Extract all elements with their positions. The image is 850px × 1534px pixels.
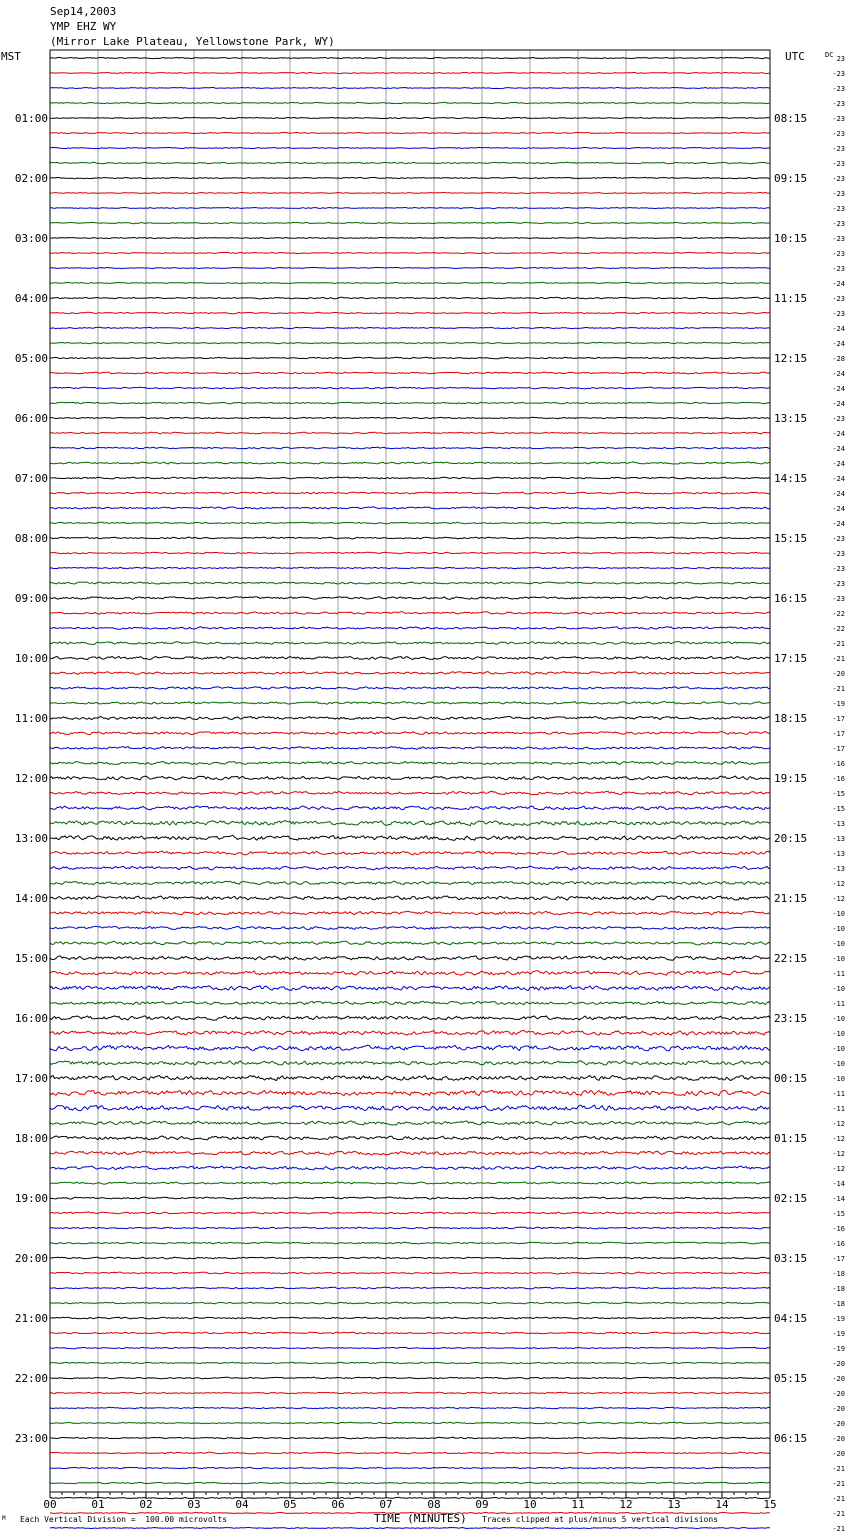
seismic-trace bbox=[50, 1212, 770, 1214]
corner-mark: M bbox=[2, 1515, 6, 1522]
dc-offset-label: -13 bbox=[832, 850, 845, 858]
dc-offset-label: -21 bbox=[832, 1480, 845, 1488]
seismic-trace bbox=[50, 627, 770, 630]
left-hour-label: 03:00 bbox=[14, 232, 48, 245]
seismic-trace bbox=[50, 1377, 770, 1379]
right-timezone-label: UTC bbox=[785, 50, 805, 63]
seismic-trace bbox=[50, 776, 770, 780]
dc-offset-label: -20 bbox=[832, 1420, 845, 1428]
seismic-trace bbox=[50, 1136, 770, 1140]
seismic-trace bbox=[50, 672, 770, 675]
dc-offset-label: -10 bbox=[832, 1015, 845, 1023]
seismic-trace bbox=[50, 222, 770, 223]
seismic-trace bbox=[50, 1045, 770, 1051]
dc-offset-label: -24 bbox=[832, 385, 845, 393]
plot-frame bbox=[50, 50, 770, 1492]
x-tick-label: 05 bbox=[283, 1498, 297, 1511]
seismic-trace bbox=[50, 1392, 770, 1393]
dc-offset-label: -16 bbox=[832, 1225, 845, 1233]
seismic-trace bbox=[50, 552, 770, 554]
dc-offset-label: -21 bbox=[832, 1525, 845, 1533]
x-tick-label: 14 bbox=[715, 1498, 729, 1511]
seismic-trace bbox=[50, 492, 770, 494]
seismic-trace bbox=[50, 1362, 770, 1364]
dc-offset-label: -16 bbox=[832, 1240, 845, 1248]
right-hour-label: 23:15 bbox=[774, 1012, 808, 1025]
dc-offset-label: -24 bbox=[832, 490, 845, 498]
left-hour-label: 19:00 bbox=[14, 1192, 48, 1205]
left-hour-label: 20:00 bbox=[14, 1252, 48, 1265]
seismic-trace bbox=[50, 656, 770, 659]
left-hour-label: 21:00 bbox=[14, 1312, 48, 1325]
left-hour-label: 02:00 bbox=[14, 172, 48, 185]
dc-offset-label: -10 bbox=[832, 1060, 845, 1068]
right-hour-label: 10:15 bbox=[774, 232, 808, 245]
dc-offset-label: -20 bbox=[832, 1435, 845, 1443]
dc-offset-label: -14 bbox=[832, 1180, 845, 1188]
dc-offset-label: -18 bbox=[832, 1285, 845, 1293]
right-hour-label: 06:15 bbox=[774, 1432, 808, 1445]
left-hour-label: 05:00 bbox=[14, 352, 48, 365]
dc-offset-label: -16 bbox=[832, 775, 845, 783]
left-hour-label: 08:00 bbox=[14, 532, 48, 545]
dc-offset-label: -24 bbox=[832, 460, 845, 468]
dc-offset-label: -13 bbox=[832, 820, 845, 828]
seismic-trace bbox=[50, 582, 770, 584]
right-hour-label: 20:15 bbox=[774, 832, 808, 845]
seismic-trace bbox=[50, 207, 770, 208]
seismic-trace bbox=[50, 238, 770, 239]
right-hour-label: 02:15 bbox=[774, 1192, 808, 1205]
x-tick-label: 06 bbox=[331, 1498, 345, 1511]
left-hour-label: 10:00 bbox=[14, 652, 48, 665]
dc-offset-label: -11 bbox=[832, 1000, 845, 1008]
seismic-trace bbox=[50, 1182, 770, 1184]
seismic-trace bbox=[50, 402, 770, 404]
seismic-trace bbox=[50, 117, 770, 118]
right-hour-label: 05:15 bbox=[774, 1372, 808, 1385]
seismic-trace bbox=[50, 102, 770, 103]
seismic-trace bbox=[50, 1497, 770, 1498]
left-hour-label: 01:00 bbox=[14, 112, 48, 125]
dc-offset-label: -20 bbox=[832, 1390, 845, 1398]
dc-offset-label: -11 bbox=[832, 970, 845, 978]
dc-offset-label: -21 bbox=[832, 655, 845, 663]
dc-offset-label: -23 bbox=[832, 550, 845, 558]
left-hour-label: 11:00 bbox=[14, 712, 48, 725]
dc-offset-label: -23 bbox=[832, 100, 845, 108]
seismic-trace bbox=[50, 417, 770, 418]
dc-offset-label: -23 bbox=[832, 295, 845, 303]
dc-offset-label: -10 bbox=[832, 1075, 845, 1083]
dc-label: DC bbox=[825, 51, 834, 59]
seismic-trace bbox=[50, 1467, 770, 1468]
dc-offset-label: -11 bbox=[832, 1105, 845, 1113]
left-timezone-label: MST bbox=[1, 50, 21, 63]
dc-offset-label: -24 bbox=[832, 430, 845, 438]
dc-offset-label: -10 bbox=[832, 925, 845, 933]
right-hour-label: 15:15 bbox=[774, 532, 808, 545]
right-hour-label: 08:15 bbox=[774, 112, 808, 125]
dc-offset-label: -12 bbox=[832, 1135, 845, 1143]
dc-offset-label: -10 bbox=[832, 955, 845, 963]
seismic-trace bbox=[50, 312, 770, 314]
x-tick-label: 04 bbox=[235, 1498, 249, 1511]
seismic-trace bbox=[50, 357, 770, 358]
left-hour-label: 23:00 bbox=[14, 1432, 48, 1445]
seismic-trace bbox=[50, 1452, 770, 1454]
dc-offset-label: -23 bbox=[832, 220, 845, 228]
seismic-trace bbox=[50, 716, 770, 719]
dc-offset-label: -28 bbox=[832, 355, 845, 363]
dc-offset-label: -19 bbox=[832, 700, 845, 708]
seismic-trace bbox=[50, 1257, 770, 1259]
seismic-trace bbox=[50, 282, 770, 283]
right-hour-label: 01:15 bbox=[774, 1132, 808, 1145]
x-tick-label: 09 bbox=[475, 1498, 489, 1511]
dc-offset-label: -24 bbox=[832, 340, 845, 348]
x-tick-label: 08 bbox=[427, 1498, 441, 1511]
dc-offset-label: -10 bbox=[832, 910, 845, 918]
left-hour-label: 14:00 bbox=[14, 892, 48, 905]
dc-offset-label: -23 bbox=[832, 535, 845, 543]
dc-offset-label: -24 bbox=[832, 520, 845, 528]
dc-offset-label: -21 bbox=[832, 685, 845, 693]
dc-offset-label: -19 bbox=[832, 1315, 845, 1323]
dc-offset-label: -15 bbox=[832, 790, 845, 798]
right-hour-label: 03:15 bbox=[774, 1252, 808, 1265]
x-axis-ticks bbox=[43, 1492, 776, 1511]
dc-offset-label: -23 bbox=[832, 130, 845, 138]
scale-note: Each Vertical Division = 100.00 microvolts bbox=[20, 1515, 228, 1524]
seismic-trace bbox=[50, 147, 770, 148]
seismic-trace bbox=[50, 1166, 770, 1170]
seismic-trace bbox=[50, 462, 770, 464]
x-tick-label: 11 bbox=[571, 1498, 585, 1511]
dc-offset-label: -24 bbox=[832, 370, 845, 378]
seismic-trace bbox=[50, 986, 770, 991]
dc-offset-label: -12 bbox=[832, 880, 845, 888]
station-location: (Mirror Lake Plateau, Yellowstone Park, WY) bbox=[50, 35, 335, 48]
seismic-trace bbox=[50, 612, 770, 614]
dc-offset-label: -21 bbox=[832, 1465, 845, 1473]
minute-gridlines bbox=[98, 50, 722, 1492]
seismic-trace bbox=[50, 702, 770, 705]
dc-offset-label: -20 bbox=[832, 1450, 845, 1458]
dc-offset-label: -18 bbox=[832, 1300, 845, 1308]
seismic-trace bbox=[50, 851, 770, 855]
seismic-trace bbox=[50, 762, 770, 765]
dc-offset-label: -17 bbox=[832, 745, 845, 753]
seismic-trace bbox=[50, 597, 770, 600]
seismic-trace bbox=[50, 971, 770, 976]
seismic-trace bbox=[50, 1287, 770, 1289]
dc-offset-label: -19 bbox=[832, 1330, 845, 1338]
dc-offset-label: -24 bbox=[832, 445, 845, 453]
seismic-trace bbox=[50, 1422, 770, 1423]
right-hour-label: 04:15 bbox=[774, 1312, 808, 1325]
seismic-trace bbox=[50, 1197, 770, 1199]
plot-date: Sep14,2003 bbox=[50, 5, 117, 18]
seismic-trace bbox=[50, 162, 770, 164]
seismic-trace bbox=[50, 342, 770, 343]
dc-offset-label: -23 bbox=[832, 250, 845, 258]
seismic-trace bbox=[50, 327, 770, 328]
dc-offset-label: -23 bbox=[832, 190, 845, 198]
x-tick-label: 00 bbox=[43, 1498, 57, 1511]
seismic-trace bbox=[50, 507, 770, 509]
seismic-trace bbox=[50, 1347, 770, 1348]
dc-offset-label: -24 bbox=[832, 280, 845, 288]
right-hour-label: 17:15 bbox=[774, 652, 808, 665]
left-hour-label: 09:00 bbox=[14, 592, 48, 605]
seismic-trace bbox=[50, 866, 770, 870]
dc-offset-label: -11 bbox=[832, 1090, 845, 1098]
dc-offset-label: -13 bbox=[832, 865, 845, 873]
right-hour-label: 16:15 bbox=[774, 592, 808, 605]
dc-offset-label: -23 bbox=[832, 205, 845, 213]
dc-offset-label: -20 bbox=[832, 670, 845, 678]
clip-note: Traces clipped at plus/minus 5 vertical divisions bbox=[482, 1515, 719, 1524]
left-hour-label: 18:00 bbox=[14, 1132, 48, 1145]
dc-offset-label: -16 bbox=[832, 760, 845, 768]
seismic-trace bbox=[50, 372, 770, 374]
trace-rows bbox=[50, 57, 770, 1534]
dc-offset-label: -17 bbox=[832, 1255, 845, 1263]
dc-offset-label: -22 bbox=[832, 625, 845, 633]
dc-offset-label: -12 bbox=[832, 1120, 845, 1128]
left-hour-label: 06:00 bbox=[14, 412, 48, 425]
left-hour-label: 07:00 bbox=[14, 472, 48, 485]
seismic-trace bbox=[50, 87, 770, 88]
seismic-trace bbox=[50, 1302, 770, 1304]
left-hour-label: 04:00 bbox=[14, 292, 48, 305]
x-tick-label: 10 bbox=[523, 1498, 537, 1511]
dc-offset-label: -21 bbox=[832, 1495, 845, 1503]
dc-offset-label: -20 bbox=[832, 1360, 845, 1368]
seismic-trace bbox=[50, 567, 770, 569]
seismic-trace bbox=[50, 522, 770, 524]
left-hour-label: 16:00 bbox=[14, 1012, 48, 1025]
seismic-trace bbox=[50, 1121, 770, 1125]
dc-offset-label: -23 bbox=[832, 580, 845, 588]
right-hour-label: 00:15 bbox=[774, 1072, 808, 1085]
left-hour-label: 12:00 bbox=[14, 772, 48, 785]
dc-offset-label: -23 bbox=[832, 235, 845, 243]
dc-offset-label: -23 bbox=[832, 565, 845, 573]
dc-offset-label: -24 bbox=[832, 325, 845, 333]
x-tick-label: 15 bbox=[763, 1498, 777, 1511]
seismic-trace bbox=[50, 297, 770, 299]
seismic-trace bbox=[50, 1105, 770, 1111]
seismic-trace bbox=[50, 835, 770, 840]
dc-offset-label: -23 bbox=[832, 265, 845, 273]
dc-offset-labels bbox=[832, 55, 845, 1534]
seismic-trace bbox=[50, 1482, 770, 1484]
dc-offset-label: -10 bbox=[832, 985, 845, 993]
seismic-trace bbox=[50, 1016, 770, 1020]
right-hour-label: 14:15 bbox=[774, 472, 808, 485]
x-tick-label: 13 bbox=[667, 1498, 681, 1511]
left-hour-label: 22:00 bbox=[14, 1372, 48, 1385]
dc-offset-label: 23 bbox=[836, 55, 845, 63]
dc-offset-label: -23 bbox=[832, 160, 845, 168]
seismic-trace bbox=[50, 252, 770, 253]
seismic-trace bbox=[50, 72, 770, 73]
seismic-trace bbox=[50, 1332, 770, 1334]
seismic-trace bbox=[50, 387, 770, 389]
right-hour-label: 12:15 bbox=[774, 352, 808, 365]
seismic-trace bbox=[50, 642, 770, 645]
right-hour-labels bbox=[774, 112, 807, 1445]
x-tick-label: 01 bbox=[91, 1498, 105, 1511]
seismic-trace bbox=[50, 821, 770, 826]
seismic-trace bbox=[50, 1001, 770, 1004]
dc-offset-label: -15 bbox=[832, 1210, 845, 1218]
seismic-trace bbox=[50, 911, 770, 915]
dc-offset-label: -13 bbox=[832, 835, 845, 843]
dc-offset-label: -10 bbox=[832, 940, 845, 948]
seismic-trace bbox=[50, 1090, 770, 1095]
dc-offset-label: -12 bbox=[832, 1165, 845, 1173]
seismic-trace bbox=[50, 1407, 770, 1408]
right-hour-label: 22:15 bbox=[774, 952, 808, 965]
dc-offset-label: -24 bbox=[832, 475, 845, 483]
dc-offset-label: -17 bbox=[832, 730, 845, 738]
right-hour-label: 11:15 bbox=[774, 292, 808, 305]
seismic-trace bbox=[50, 941, 770, 945]
dc-offset-label: -24 bbox=[832, 400, 845, 408]
dc-offset-label: -24 bbox=[832, 505, 845, 513]
seismic-trace bbox=[50, 1272, 770, 1274]
dc-offset-label: -10 bbox=[832, 1030, 845, 1038]
seismic-trace bbox=[50, 132, 770, 133]
x-tick-label: 02 bbox=[139, 1498, 153, 1511]
dc-offset-label: -20 bbox=[832, 1375, 845, 1383]
seismic-trace bbox=[50, 956, 770, 960]
right-hour-label: 21:15 bbox=[774, 892, 808, 905]
x-tick-label: 12 bbox=[619, 1498, 633, 1511]
seismic-trace bbox=[50, 267, 770, 268]
right-hour-label: 13:15 bbox=[774, 412, 808, 425]
seismic-trace bbox=[50, 1151, 770, 1155]
dc-offset-label: -20 bbox=[832, 1405, 845, 1413]
seismic-trace bbox=[50, 537, 770, 539]
dc-offset-label: -10 bbox=[832, 1045, 845, 1053]
seismic-trace bbox=[50, 1242, 770, 1244]
seismic-trace bbox=[50, 477, 770, 479]
seismic-trace bbox=[50, 896, 770, 900]
left-hour-label: 17:00 bbox=[14, 1072, 48, 1085]
seismic-trace bbox=[50, 1061, 770, 1065]
right-hour-label: 18:15 bbox=[774, 712, 808, 725]
dc-offset-label: -23 bbox=[832, 145, 845, 153]
station-code: YMP EHZ WY bbox=[50, 20, 117, 33]
dc-offset-label: -18 bbox=[832, 1270, 845, 1278]
seismic-trace bbox=[50, 881, 770, 884]
seismic-trace bbox=[50, 732, 770, 735]
seismic-trace bbox=[50, 806, 770, 810]
dc-offset-label: -15 bbox=[832, 805, 845, 813]
dc-offset-label: -23 bbox=[832, 595, 845, 603]
dc-offset-label: -17 bbox=[832, 715, 845, 723]
seismic-trace bbox=[50, 1437, 770, 1438]
dc-offset-label: -23 bbox=[832, 415, 845, 423]
dc-offset-label: -21 bbox=[832, 1510, 845, 1518]
seismic-trace bbox=[50, 57, 770, 58]
dc-offset-label: -21 bbox=[832, 640, 845, 648]
seismic-trace bbox=[50, 177, 770, 178]
seismic-trace bbox=[50, 1227, 770, 1229]
dc-offset-label: -22 bbox=[832, 610, 845, 618]
x-tick-label: 03 bbox=[187, 1498, 201, 1511]
left-hour-label: 15:00 bbox=[14, 952, 48, 965]
dc-offset-label: -23 bbox=[832, 115, 845, 123]
seismic-trace bbox=[50, 926, 770, 929]
right-hour-label: 19:15 bbox=[774, 772, 808, 785]
dc-offset-label: -14 bbox=[832, 1195, 845, 1203]
seismic-trace bbox=[50, 1527, 770, 1528]
x-axis-title: TIME (MINUTES) bbox=[374, 1512, 467, 1525]
seismic-trace bbox=[50, 432, 770, 434]
seismic-trace bbox=[50, 1031, 770, 1036]
seismic-trace bbox=[50, 747, 770, 750]
dc-offset-label: -12 bbox=[832, 1150, 845, 1158]
x-tick-label: 07 bbox=[379, 1498, 393, 1511]
seismic-trace bbox=[50, 193, 770, 194]
dc-offset-label: -12 bbox=[832, 895, 845, 903]
dc-offset-label: -23 bbox=[832, 175, 845, 183]
seismic-trace bbox=[50, 791, 770, 795]
left-hour-label: 13:00 bbox=[14, 832, 48, 845]
left-hour-labels bbox=[15, 112, 48, 1445]
seismic-trace bbox=[50, 687, 770, 690]
seismic-trace bbox=[50, 447, 770, 449]
seismic-trace bbox=[50, 1076, 770, 1081]
seismic-trace bbox=[50, 1317, 770, 1319]
dc-offset-label: -23 bbox=[832, 70, 845, 78]
right-hour-label: 09:15 bbox=[774, 172, 808, 185]
dc-offset-label: -23 bbox=[832, 85, 845, 93]
dc-offset-label: -19 bbox=[832, 1345, 845, 1353]
dc-offset-label: -23 bbox=[832, 310, 845, 318]
